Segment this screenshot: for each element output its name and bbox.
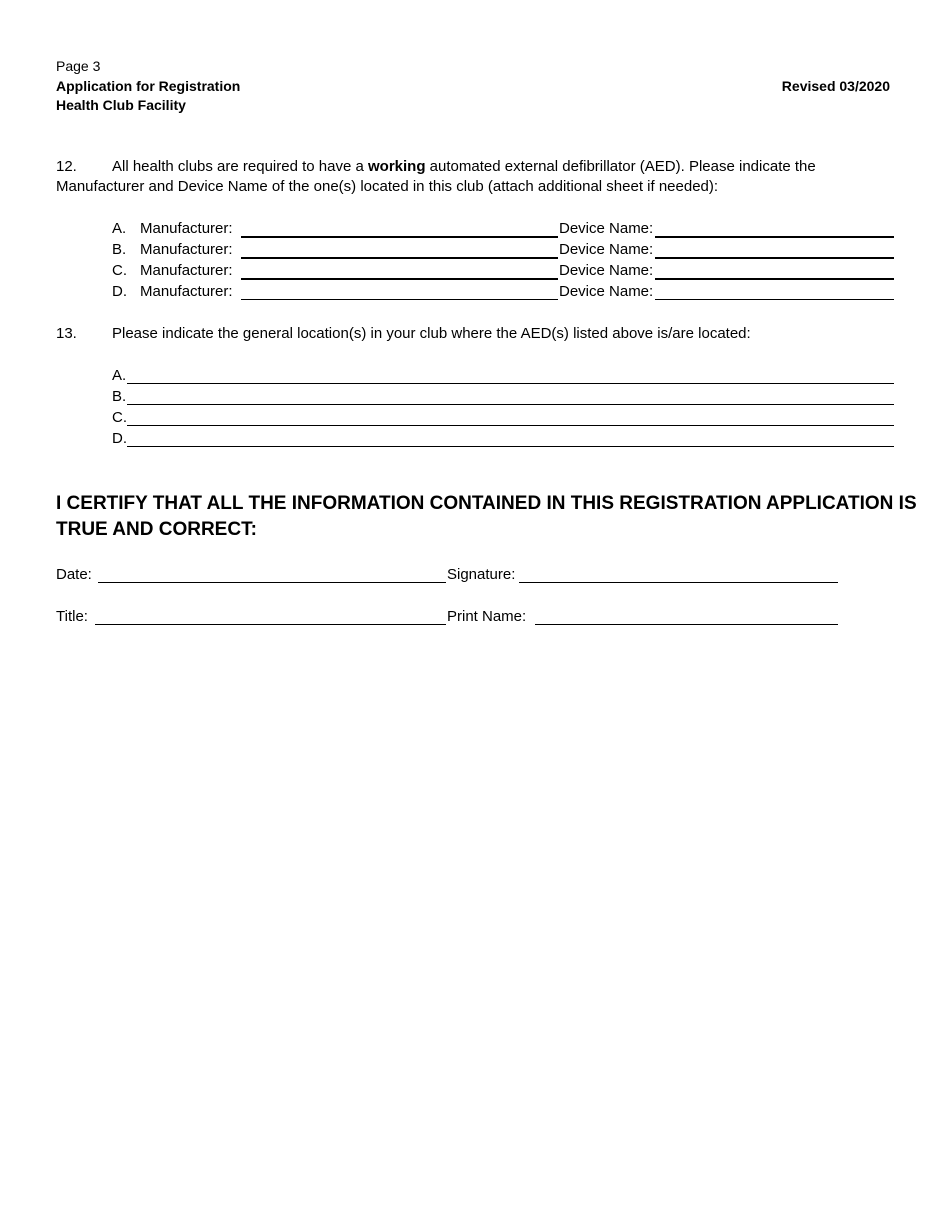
device-name-label: Device Name:	[559, 262, 654, 279]
title-label: Title:	[56, 608, 88, 625]
location-row-letter: D.	[112, 430, 127, 447]
manufacturer-label: Manufacturer:	[140, 241, 233, 258]
manufacturer-field-b[interactable]	[241, 257, 558, 259]
location-field-b[interactable]	[127, 404, 894, 405]
print-name-label: Print Name:	[447, 608, 527, 625]
certification-heading-line1: I CERTIFY THAT ALL THE INFORMATION CONTAINED IN THIS REGISTRATION APPLICATION IS	[56, 493, 917, 514]
location-field-c[interactable]	[127, 425, 894, 426]
aed-row-letter: D.	[112, 283, 127, 300]
device-name-field-d[interactable]	[655, 299, 894, 300]
certification-heading-line2: TRUE AND CORRECT:	[56, 519, 257, 540]
form-title: Application for Registration	[56, 78, 241, 94]
device-name-label: Device Name:	[559, 241, 654, 258]
manufacturer-field-a[interactable]	[241, 236, 558, 238]
location-field-a[interactable]	[127, 383, 894, 384]
date-label: Date:	[56, 566, 92, 583]
revision-date: Revised 03/2020	[781, 78, 890, 94]
location-field-d[interactable]	[127, 446, 894, 447]
manufacturer-label: Manufacturer:	[140, 262, 233, 279]
signature-field[interactable]	[519, 582, 838, 583]
title-field[interactable]	[95, 624, 446, 625]
location-row-letter: B.	[112, 388, 127, 405]
manufacturer-label: Manufacturer:	[140, 220, 233, 237]
device-name-field-c[interactable]	[655, 278, 894, 280]
manufacturer-label: Manufacturer:	[140, 283, 233, 300]
question-12-text	[112, 157, 816, 177]
facility-type: Health Club Facility	[56, 97, 186, 113]
question-12-text-line2: Manufacturer and Device Name of the one(s) located in this club (attach additional sheet if needed):	[56, 178, 719, 195]
location-row-letter: C.	[112, 409, 127, 426]
date-field[interactable]	[98, 582, 446, 583]
question-12-number: 12.	[56, 158, 77, 175]
print-name-field[interactable]	[535, 624, 838, 625]
manufacturer-field-c[interactable]	[241, 278, 558, 280]
question-12-text-after: automated external defibrillator (AED). Please indicate the	[425, 158, 816, 175]
location-row-letter: A.	[112, 367, 127, 384]
question-12-text-before: All health clubs are required to have a	[112, 158, 368, 175]
question-13-text: Please indicate the general location(s) in your club where the AED(s) listed above is/are located:	[112, 325, 751, 342]
aed-row-letter: B.	[112, 241, 127, 258]
manufacturer-field-d[interactable]	[241, 299, 558, 300]
aed-row-letter: A.	[112, 220, 127, 237]
device-name-field-b[interactable]	[655, 257, 894, 259]
question-12-text-bold: working	[368, 158, 426, 175]
page-number: Page 3	[56, 58, 101, 74]
device-name-label: Device Name:	[559, 283, 654, 300]
aed-row-letter: C.	[112, 262, 127, 279]
device-name-label: Device Name:	[559, 220, 654, 237]
signature-label: Signature:	[447, 566, 516, 583]
device-name-field-a[interactable]	[655, 236, 894, 238]
question-13-number: 13.	[56, 325, 77, 342]
